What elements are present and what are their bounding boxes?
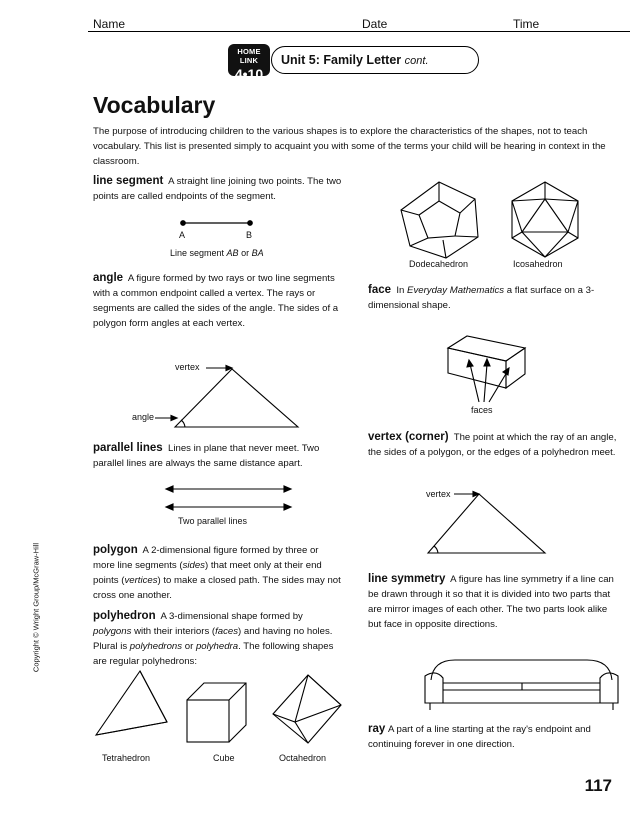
cube-label: Cube [213, 753, 235, 763]
line-segment-figure [181, 221, 253, 226]
home-link-number: 4•10 [234, 66, 264, 82]
def-polyhedron: polyhedron A 3-dimensional shape formed by polygons with their interiors (faces) and having no holes. Plural is polyhedrons or polyhedra. The following shapes are regular polyhedrons: [93, 610, 334, 667]
def-ray: ray A part of a line starting at the ray's endpoint and continuing forever in one direction. [368, 723, 591, 750]
faces-label: faces [471, 405, 493, 415]
def-line-symmetry: line symmetry A figure has line symmetry if a line can be drawn through it so that it is divided into two parts that are mirror images of each other. The two parts look alike but face in opposite directions. [368, 573, 614, 630]
cube-figure [187, 683, 246, 742]
name-label: Name [93, 17, 126, 31]
dodecahedron-label: Dodecahedron [409, 259, 469, 269]
parallel-caption: Two parallel lines [178, 516, 248, 526]
icosahedron-figure [512, 182, 578, 257]
sofa-figure [425, 660, 618, 710]
intro-paragraph: The purpose of introducing children to the various shapes is to explore the characteristics of the shapes, not to teach vocabulary. This list is presented simply to acquaint you with some of the terms your child will be hearing in context in the classroom. [93, 126, 606, 167]
box-faces-figure [448, 336, 525, 402]
octahedron-label: Octahedron [279, 753, 327, 763]
angle-label: angle [132, 412, 155, 422]
dodecahedron-figure [401, 182, 478, 258]
time-label: Time [513, 17, 540, 31]
def-angle: angle A figure formed by two rays or two line segments with a common endpoint called a vertex. The rays or segments are called the sides of the angle. The sides of a polygon form angles at each vertex. [93, 272, 339, 329]
tetrahedron-label: Tetrahedron [102, 753, 151, 763]
def-face: face In Everyday Mathematics a flat surface on a 3-dimensional shape. [368, 284, 595, 311]
octahedron-figure [273, 675, 341, 743]
def-vertex: vertex (corner) The point at which the ray of an angle, the sides of a polygon, or the edges of a polyhedron meet. [368, 431, 617, 458]
tetrahedron-figure [96, 671, 167, 735]
point-a-label: A [179, 230, 186, 240]
def-polygon: polygon A 2-dimensional figure formed by three or more line segments (sides) that meet only at their end points (vertices) to make a closed path. The sides may not cross one another. [93, 544, 341, 601]
parallel-lines-figure [166, 486, 291, 510]
date-label: Date [362, 17, 388, 31]
vertex-figure [428, 492, 545, 554]
copyright-notice: Copyright © Wright Group/McGraw-Hill [31, 542, 41, 673]
icosahedron-label: Icosahedron [513, 259, 563, 269]
vertex-label-2: vertex [426, 489, 451, 499]
angle-vertex-label: vertex [175, 362, 200, 372]
segment-caption: Line segment AB or BA [170, 248, 264, 258]
point-b-label: B [246, 230, 253, 240]
def-parallel-lines: parallel lines Lines in plane that never meet. Two parallel lines are always the same distance apart. [93, 442, 320, 469]
def-line-segment: line segment A straight line joining two points. The two points are called endpoints of the segment. [93, 175, 342, 202]
page-heading: Vocabulary [93, 92, 216, 118]
page-number: 117 [584, 776, 612, 795]
banner-title: Unit 5: Family Letter cont. [281, 53, 429, 67]
angle-figure [155, 366, 298, 428]
home-link-label: HOME LINK [237, 47, 261, 65]
